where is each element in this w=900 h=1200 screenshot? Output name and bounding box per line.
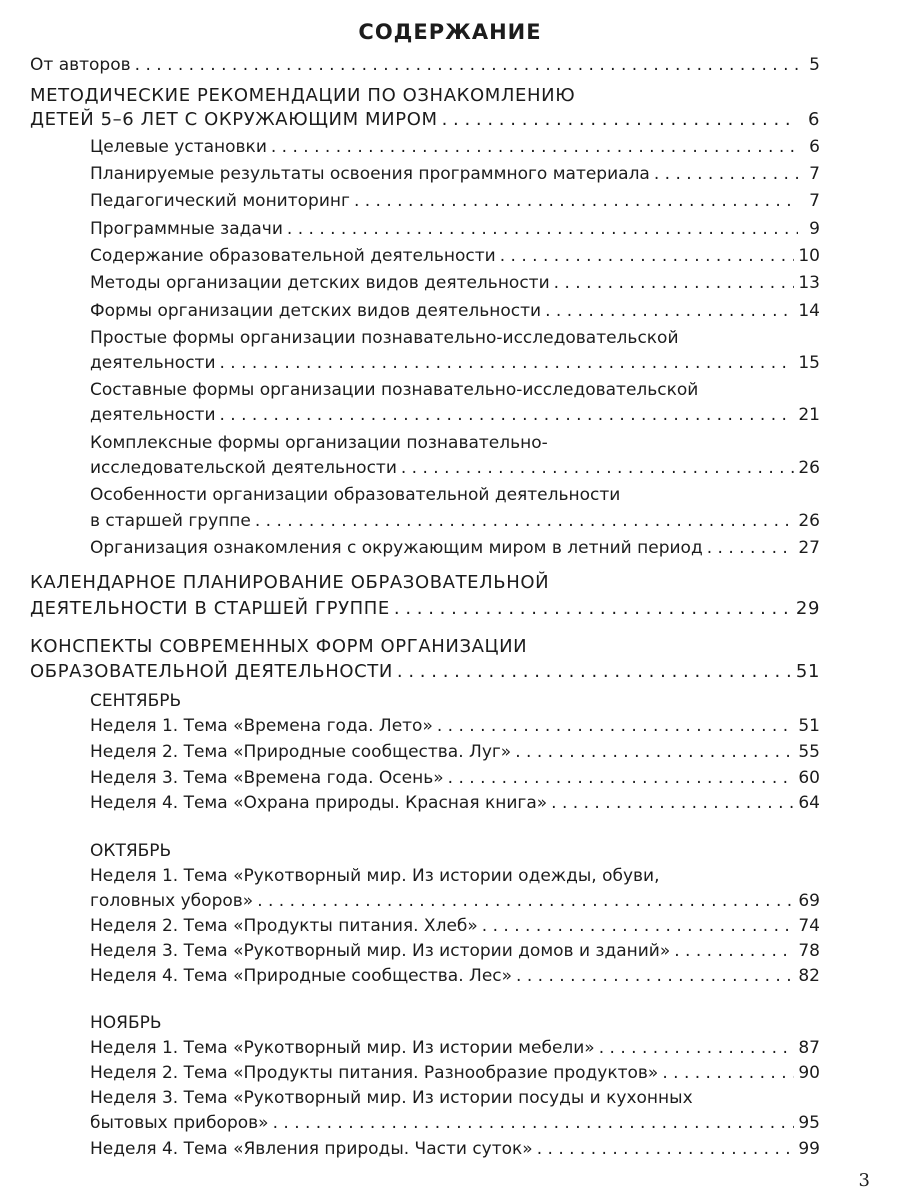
toc-leader xyxy=(554,270,795,296)
toc-entry-text: Неделя 3. Тема «Времена года. Осень» xyxy=(90,768,444,788)
toc-entry[interactable] xyxy=(90,938,820,964)
toc-entry-line: Неделя 1. Тема «Рукотворный мир. Из истории одежды, обуви, xyxy=(90,866,660,886)
toc-entry[interactable] xyxy=(90,1110,820,1136)
toc-entry[interactable] xyxy=(90,216,820,242)
toc-entry[interactable] xyxy=(90,1136,820,1162)
toc-entry[interactable] xyxy=(90,888,820,914)
toc-entry-page: 14 xyxy=(798,301,820,321)
toc-section-heading-line: МЕТОДИЧЕСКИЕ РЕКОМЕНДАЦИИ ПО ОЗНАКОМЛЕНИЮ xyxy=(30,85,576,106)
toc-entry-text: Неделя 1. Тема «Рукотворный мир. Из истории мебели» xyxy=(90,1038,595,1058)
toc-entry-page: 90 xyxy=(798,1063,820,1083)
toc-section-heading-line: КОНСПЕКТЫ СОВРЕМЕННЫХ ФОРМ ОРГАНИЗАЦИИ xyxy=(30,636,528,657)
page-number: 3 xyxy=(858,1170,870,1191)
toc-entry[interactable] xyxy=(90,508,820,534)
toc-entry[interactable] xyxy=(90,270,820,296)
toc-leader xyxy=(599,1035,795,1061)
toc-entry-page: 51 xyxy=(798,716,820,736)
toc-leader xyxy=(551,790,794,816)
toc-entry-text: От авторов xyxy=(30,55,131,75)
toc-leader xyxy=(500,243,795,269)
toc-entry-text: бытовых приборов» xyxy=(90,1113,269,1133)
toc-entry-text: ДЕТЕЙ 5–6 ЛЕТ С ОКРУЖАЮЩИМ МИРОМ xyxy=(30,109,438,130)
toc-leader xyxy=(255,508,795,534)
toc-entry-page: 29 xyxy=(795,598,820,619)
toc-leader xyxy=(442,107,798,133)
toc-section-entry[interactable] xyxy=(30,596,820,622)
toc-entry[interactable] xyxy=(90,913,820,939)
toc-leader xyxy=(448,765,795,791)
toc-entry-page: 15 xyxy=(798,353,820,373)
toc-entry[interactable] xyxy=(30,52,820,78)
toc-entry-text: Планируемые результаты освоения программного материала xyxy=(90,164,650,184)
toc-entry-page: 21 xyxy=(798,405,820,425)
toc-leader xyxy=(394,596,792,622)
toc-entry-text: деятельности xyxy=(90,405,216,425)
toc-leader xyxy=(397,659,792,685)
toc-entry-page: 7 xyxy=(809,191,820,211)
toc-entry-text: ДЕЯТЕЛЬНОСТИ В СТАРШЕЙ ГРУППЕ xyxy=(30,598,390,619)
toc-entry-page: 26 xyxy=(798,511,820,531)
toc-entry[interactable] xyxy=(90,713,820,739)
toc-section-entry[interactable] xyxy=(30,107,820,133)
toc-entry-page: 27 xyxy=(798,538,820,558)
toc-entry[interactable] xyxy=(90,243,820,269)
toc-entry-line: Простые формы организации познавательно-исследовательской xyxy=(90,328,679,348)
toc-leader xyxy=(516,963,794,989)
toc-entry-page: 87 xyxy=(798,1038,820,1058)
toc-leader xyxy=(220,350,795,376)
toc-leader xyxy=(401,455,794,481)
toc-section-heading-line: КАЛЕНДАРНОЕ ПЛАНИРОВАНИЕ ОБРАЗОВАТЕЛЬНОЙ xyxy=(30,572,550,593)
toc-entry[interactable] xyxy=(90,455,820,481)
toc-entry-text: Неделя 4. Тема «Явления природы. Части суток» xyxy=(90,1139,533,1159)
toc-entry[interactable] xyxy=(90,790,820,816)
toc-entry-text: Методы организации детских видов деятельности xyxy=(90,273,550,293)
toc-entry-text: Неделя 4. Тема «Охрана природы. Красная книга» xyxy=(90,793,548,813)
toc-leader xyxy=(437,713,795,739)
toc-entry-text: Неделя 4. Тема «Природные сообщества. Лес» xyxy=(90,966,513,986)
toc-entry-page: 6 xyxy=(809,137,820,157)
toc-entry-line: Особенности организации образовательной деятельности xyxy=(90,485,621,505)
toc-entry-page: 74 xyxy=(798,916,820,936)
toc-entry[interactable] xyxy=(90,188,820,214)
month-heading: СЕНТЯБРЬ xyxy=(90,691,182,711)
toc-leader xyxy=(220,402,795,428)
toc-entry-page: 9 xyxy=(809,219,820,239)
toc-entry-line: Составные формы организации познавательно-исследовательской xyxy=(90,380,699,400)
toc-entry-text: исследовательской деятельности xyxy=(90,458,397,478)
page-title: СОДЕРЖАНИЕ xyxy=(358,20,542,44)
toc-entry-text: ОБРАЗОВАТЕЛЬНОЙ ДЕЯТЕЛЬНОСТИ xyxy=(30,661,393,682)
toc-entry[interactable] xyxy=(90,963,820,989)
toc-entry-text: головных уборов» xyxy=(90,891,254,911)
toc-entry-page: 51 xyxy=(795,661,820,682)
toc-entry-page: 99 xyxy=(798,1139,820,1159)
toc-entry-page: 78 xyxy=(798,941,820,961)
toc-entry-text: Неделя 2. Тема «Природные сообщества. Луг» xyxy=(90,742,512,762)
toc-entry[interactable] xyxy=(90,739,820,765)
toc-entry-page: 13 xyxy=(798,273,820,293)
toc-leader xyxy=(287,216,798,242)
toc-entry-page: 5 xyxy=(809,55,820,75)
toc-entry-page: 95 xyxy=(798,1113,820,1133)
toc-leader xyxy=(545,298,794,324)
toc-entry-text: Педагогический мониторинг xyxy=(90,191,350,211)
toc-entry-text: Неделя 1. Тема «Времена года. Лето» xyxy=(90,716,433,736)
toc-leader xyxy=(257,888,794,914)
toc-entry-page: 64 xyxy=(798,793,820,813)
toc-entry[interactable] xyxy=(90,402,820,428)
toc-entry-page: 26 xyxy=(798,458,820,478)
toc-entry-page: 69 xyxy=(798,891,820,911)
toc-entry[interactable] xyxy=(90,161,820,187)
toc-entry-text: Неделя 2. Тема «Продукты питания. Хлеб» xyxy=(90,916,478,936)
toc-entry[interactable] xyxy=(90,298,820,324)
month-heading: ОКТЯБРЬ xyxy=(90,841,172,861)
toc-entry[interactable] xyxy=(90,1035,820,1061)
toc-entry[interactable] xyxy=(90,350,820,376)
month-heading: НОЯБРЬ xyxy=(90,1013,162,1033)
toc-leader xyxy=(654,161,798,187)
toc-entry[interactable] xyxy=(90,1060,820,1086)
toc-entry-text: Неделя 3. Тема «Рукотворный мир. Из истории домов и зданий» xyxy=(90,941,671,961)
toc-entry[interactable] xyxy=(90,535,820,561)
toc-entry-page: 55 xyxy=(798,742,820,762)
toc-leader xyxy=(482,913,795,939)
toc-section-entry[interactable] xyxy=(30,659,820,685)
toc-leader xyxy=(273,1110,795,1136)
toc-leader xyxy=(662,1060,794,1086)
toc-leader xyxy=(135,52,798,78)
toc-leader xyxy=(515,739,794,765)
toc-entry-text: Целевые установки xyxy=(90,137,267,157)
toc-entry-line: Комплексные формы организации познавательно- xyxy=(90,433,548,453)
toc-entry-page: 6 xyxy=(807,109,820,130)
toc-leader xyxy=(537,1136,795,1162)
toc-entry-page: 82 xyxy=(798,966,820,986)
toc-leader xyxy=(354,188,798,214)
toc-entry-page: 7 xyxy=(809,164,820,184)
toc-entry-text: Неделя 2. Тема «Продукты питания. Разнообразие продуктов» xyxy=(90,1063,659,1083)
toc-leader xyxy=(674,938,794,964)
toc-entry-line: Неделя 3. Тема «Рукотворный мир. Из истории посуды и кухонных xyxy=(90,1088,693,1108)
toc-entry-text: Содержание образовательной деятельности xyxy=(90,246,496,266)
toc-entry-text: деятельности xyxy=(90,353,216,373)
toc-leader xyxy=(707,535,795,561)
toc-entry[interactable] xyxy=(90,134,820,160)
toc-entry-text: в старшей группе xyxy=(90,511,251,531)
toc-entry-page: 10 xyxy=(798,246,820,266)
toc-entry[interactable] xyxy=(90,765,820,791)
toc-leader xyxy=(271,134,798,160)
toc-entry-text: Программные задачи xyxy=(90,219,283,239)
toc-entry-text: Организация ознакомления с окружающим миром в летний период xyxy=(90,538,703,558)
toc-entry-text: Формы организации детских видов деятельности xyxy=(90,301,542,321)
toc-entry-page: 60 xyxy=(798,768,820,788)
